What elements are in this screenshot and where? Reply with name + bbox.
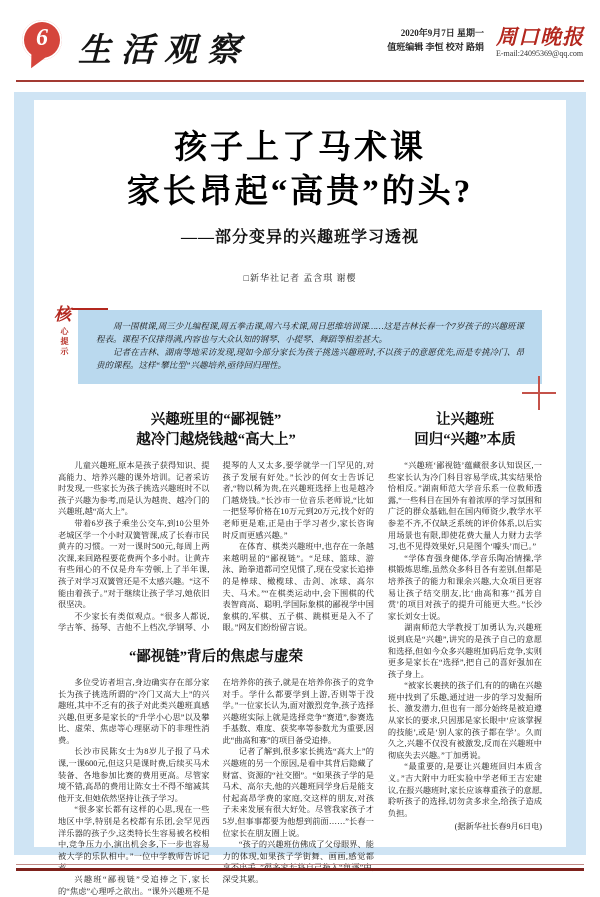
paragraph: 湖南师范大学教授丁加勇认为,兴趣班说到底是“兴趣”,讲究的是孩子自己的意愿和选择,但如今众多兴趣班加码后竞争,实则更多是家长在“选择”,把自己的喜好强加在孩子身上。	[387, 623, 542, 679]
section3-column	[388, 460, 542, 832]
header-date: 2020年9月7日 星期一	[400, 28, 484, 38]
right-column-group	[388, 410, 542, 897]
header-staff: 值班编辑 李恒 校对 路娟	[387, 42, 484, 52]
core-tip	[54, 305, 542, 384]
core-tip-accent-line	[72, 308, 108, 310]
paragraph: “很多家长都有这样的心思,现在一些地区中学,特别是名校都有乐团,会罕见西洋乐器的孩子少,这类特长生容易被名校相中,竞争压力小,演出机会多,下一步也容易被大学的乐队相中。”一位中学教师告诉记者。	[58, 805, 210, 873]
paragraph: 儿童兴趣班,原本是孩子获得知识、提高能力、培养兴趣的课外培训。记者采访时发现,一些家长为孩子挑选兴趣班时不以孩子兴趣为参考,而是认为越贵、越冷门的兴趣班,越“高大上”。	[58, 461, 210, 517]
paragraph: 长沙市民陈女士为8岁儿子报了马术课,一课600元,但这只是课时费,后续买马术装备、各地参加比赛的费用更高。尽管家境不错,高昂的费用让陈女士不得不缩减其他开支,但她依然坚持让孩子学习。	[58, 747, 210, 803]
paragraph: 兴趣班“鄙视链”受追捧之下,家长的“焦虑”心理呼之欲出。“课外兴趣班不是在培养你的孩子,就是在培养你孩子的竞争对手。学什么都要学到上游,否则等于没学。”一位家长认为,面对激烈竞争,孩子选择兴趣班实际上就是选择竞争“赛道”,参赛选手基数、难度、获奖率等参数尤为重要,因此“曲高和寡”的项目备受追捧。	[58, 677, 374, 896]
section1-heading	[58, 410, 374, 450]
section3-heading-line1: 让兴趣班	[435, 412, 494, 428]
core-tip-paragraph: 周一围棋课,周三少儿编程课,周五拳击课,周六马术课,周日思维培训课……这是吉林长春一个7岁孩子的兴趣班课程表。课程不仅排得满,内容也与大众认知的钢琴、小提琴、舞蹈等相差甚大。	[96, 321, 524, 344]
header-brand	[496, 26, 584, 60]
section1-heading-line2: 越冷门越烧钱越“高大上”	[136, 432, 296, 448]
content-panel	[14, 92, 586, 896]
header-right	[387, 26, 584, 60]
paragraph: 在体育、棋类兴趣班中,也存在一条越来越明显的“鄙视链”。“足球、篮球、游泳、跆拳道都司空见惯了,现在受家长追捧的是棒球、橄榄球、击剑、冰球、高尔夫、马术。”“在棋类运动中,会下围棋的代表智商高、聪明,学国际象棋的鄙视学中国象棋的,军棋、五子棋、跳棋更是入不了眼。”网友们纷纷留言说。	[222, 542, 374, 633]
paragraph: 带着6岁孩子乘坐公交车,到10公里外老城区学一个小时双簧管课,成了长春市民黄卉的习惯。一对一课时500元,每周上两次课,来回路程要花费两个多小时。让黄卉有些闹心的不仅是舟车劳顿,上了半年课,孩子对学习双簧管还是不太感兴趣。“这不能由着孩子。”对于继续让孩子学习,她依旧很坚决。	[58, 518, 210, 610]
core-tip-label-char: 核	[54, 305, 71, 324]
headline-line2: 家长昂起“高贵”的头?	[126, 174, 474, 210]
header-rule	[16, 80, 584, 82]
headline-block	[58, 126, 542, 247]
section2-heading-line1: “鄙视链”背后的焦虑与虚荣	[128, 648, 303, 665]
section3-heading	[388, 410, 542, 450]
paragraph: 不少家长有类似观点。“很多人都说,学古筝、扬琴、吉他不上档次,学钢琴、小提琴的人又太多,要学就学一门罕见的,对孩子发展有好处。”长沙的何女士告诉记者,“物以稀为贵,在兴趣班选择上也是越冷门越烧钱。”长沙市一位音乐老师说,“比如一把竖琴价格在10万元到20万元,找个好的老师更是难,正是由于学习者少,家长咨询时反而更感兴趣。”	[58, 461, 374, 633]
page-number: 6	[36, 25, 48, 51]
left-column-group	[58, 410, 374, 897]
byline: □新华社记者 孟含琪 谢樱	[243, 273, 357, 283]
paragraph: “被家长裹挟的孩子们,有的的确在兴趣班中找到了乐趣,通过进一步的学习发掘所长、激发潜力,但也有一部分始终是被迫遵从家长的要求,只因那是家长眼中‘应该掌握的技能’,或是‘别人家的孩子都在学’。久而久之,兴趣不仅没有被激发,反而在兴趣班中彻底失去兴趣。”丁加勇说。	[387, 681, 542, 760]
core-tip-box	[78, 310, 542, 384]
headline-subtitle: ——部分变异的兴趣班学习透视	[180, 229, 419, 246]
page-header	[16, 18, 584, 76]
paragraph: “最重要的,是要让兴趣班回归本质含义。”吉大附中力旺实验中学老师王吉宏建议,在报兴趣班时,家长应该尊重孩子的意愿,聆听孩子的选择,切勿贪多求全,给孩子造成负担。	[387, 762, 542, 818]
headline-line1: 孩子上了马术课	[174, 130, 426, 166]
section-title: 生活观察	[78, 33, 250, 69]
header-meta	[387, 26, 484, 54]
core-tip-label-rest: 心提示	[60, 327, 69, 357]
paragraph: 记者了解到,很多家长挑选“高大上”的兴趣班的另一个原因,是看中其背后隐藏了财富、资源的“社交圈”。“如果孩子学的是马术、高尔夫,他的兴趣班同学身后是能支付起高昂学费的家庭,交这样的朋友,对孩子未来发展有很大好处。尽管我家孩子才5岁,但事事都要为他想到前面……”长春一位家长在朋友圈上说。	[222, 747, 374, 838]
page-number-pin-icon	[22, 20, 62, 60]
section3-heading-line2: 回归“兴趣”本质	[414, 432, 516, 448]
article-card	[34, 100, 566, 896]
registration-cross-icon	[522, 376, 556, 410]
paragraph: “孩子的兴趣班仿佛成了父母眼界、能力的体现,如果孩子学街舞、画画,感觉都拿不出手。”很多家长将自己拖入“角逐”中,深受其累。	[222, 840, 374, 884]
section1-columns	[58, 460, 374, 634]
dateline: (据新华社长春9月6日电)	[454, 822, 542, 832]
footer-rule	[16, 864, 584, 871]
paragraph: 多位受访者坦言,身边确实存在部分家长为孩子挑选所谓的“冷门又高大上”的兴趣班,其中不乏有的孩子对此类兴趣班真感兴趣,但更多是家长的“升学小心思”以及攀比、虚荣、焦虑等心理驱动下的非理性消费。	[58, 677, 210, 745]
paragraph: “学体育强身健体,学音乐陶冶情操,学棋锻炼思维,虽然众多科目各有差别,但都是培养孩子的能力和课余兴趣,大众项目更容易让孩子结交朋友,比‘曲高和寡’‘孤芳自赏’的项目对孩子的提升可能更大些。”长沙家长刘女士说。	[387, 553, 542, 621]
core-tip-label	[54, 300, 74, 362]
section2-heading	[58, 647, 374, 667]
paragraph: “兴趣班‘鄙视链’蕴藏很多认知误区,一些家长认为冷门科目容易学成,其实结果恰恰相反。”湖南师范大学音乐系一位教师透露,“一些科目在国外有着浓厚的学习氛围和广泛的群众基础,但在国内师资少,教学水平参差不齐,不仅缺乏系统的评价体系,以后实用场景也有限,即使花费大量人力财力去学习,也不见得效果好,只是图个‘噱头’而已。”	[387, 461, 542, 552]
header-email: E-mail:24095369@qq.com	[496, 49, 584, 58]
core-tip-paragraph: 记者在吉林、湖南等地采访发现,现如今部分家长为孩子挑选兴趣班时,不以孩子的意愿优先,而是专挑冷门、昂贵的课程。这样“攀比型”兴趣培养,亟待回归理性。	[96, 347, 524, 370]
masthead-logo: 周口晚报	[496, 25, 584, 49]
section1-heading-line1: 兴趣班里的“鄙视链”	[150, 412, 282, 428]
article-body	[58, 410, 542, 897]
